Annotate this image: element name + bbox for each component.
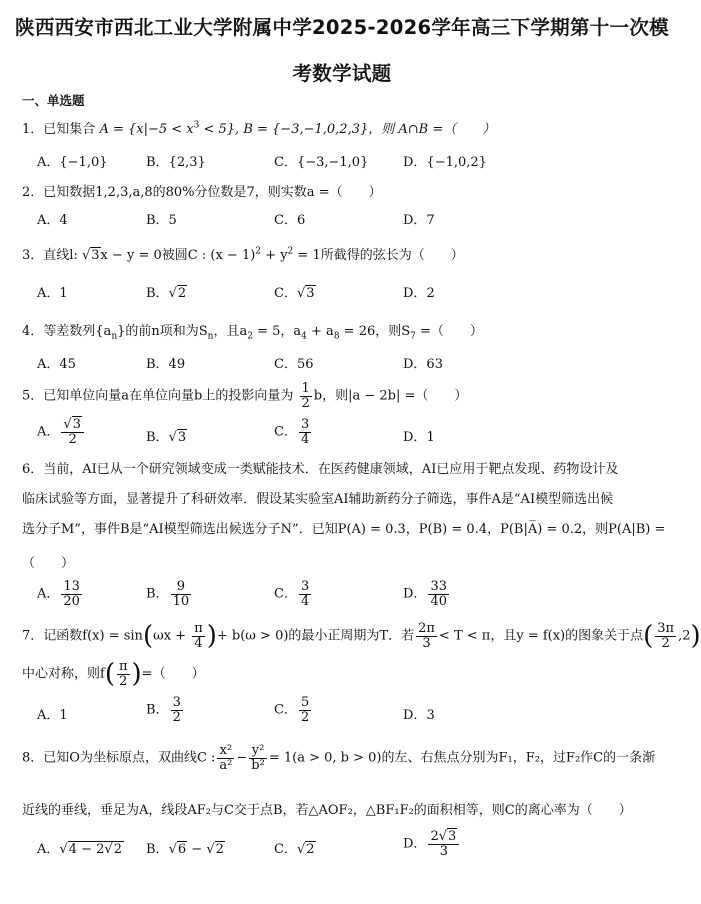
q6-option-d: D． $\frac{33}{40}$: [403, 579, 447, 609]
exam-title-line1: 陕西西安市西北工业大学附属中学2025-2026学年高三下学期第十一次模: [15, 16, 669, 39]
question-8-line1: 8．已知O为坐标原点，双曲线C : $\frac{\text{x²}}{\text{a²}}$ − $\frac{\text{y²}}{\text{b²}}$ = 1(a > 0, b > 0)的左、右焦点分别为F₁，F₂，过F₂作C的一条渐: [22, 743, 656, 773]
q5-option-c: C． $\frac{3}{4}$: [274, 417, 310, 447]
question-4: 4．等差数列$\{a_n\}$的前n项和为$S_n$，且$a_2 = 5$，$a_4 + a_8 = 26$，则$S_7$ =（ ）: [22, 324, 483, 342]
question-7-line1: 7．记函数f(x) = sin(ωx + $\frac{\pi}{4}$ )+ b(ω > 0)的最小正周期为T．若 $\frac{2\pi}{3}$ < T < π，且y = f(x)的图象关于点( $\frac{3\pi}{2}$ ,2): [22, 621, 701, 652]
q8-option-c: C．√2: [274, 842, 315, 857]
q3-option-a: A．1: [37, 286, 68, 301]
q3-option-c: C．√3: [274, 286, 315, 301]
question-6-line3: 选分子M”，事件B是“AI模型筛选出候选分子N”．已知P(A) = 0.3，P(B) = 0.4，P(B|A̅) = 0.2，则P(A|B) =: [22, 522, 666, 537]
q6-option-c: C． $\frac{3}{4}$: [274, 579, 310, 609]
question-1: 1．已知集合 $A = \{x|-5 < x^3 < 5\}$, B = {−3,−1,0,2,3}，则 A∩B =（ ）: [22, 120, 496, 137]
q4-option-b: B．49: [146, 357, 186, 372]
section-heading: 一、单选题: [22, 93, 85, 108]
q7-option-a: A．1: [37, 708, 68, 723]
q1-option-a: A．{−1,0}: [37, 155, 108, 170]
q8-option-a: A．√4 − 2√2: [37, 842, 122, 857]
q5-option-a: A． $\frac{√3}{2}$: [37, 418, 86, 446]
q3-option-b: B．√2: [146, 286, 187, 301]
q2-option-a: A．4: [37, 213, 68, 228]
question-6-line1: 6．当前，AI已从一个研究领域变成一类赋能技术．在医药健康领域，AI已应用于靶点发现、药物设计及: [22, 462, 619, 477]
q8-option-b: B．√6 − √2: [146, 842, 224, 857]
question-6-line2: 临床试验等方面，显著提升了科研效率．假设某实验室AI辅助新药分子筛选，事件A是“AI模型筛选出候: [22, 492, 614, 507]
q7-option-b: B． $\frac{3}{2}$: [146, 695, 181, 725]
q2-option-c: C．6: [274, 213, 306, 228]
question-7-line2: 中心对称，则f( $\frac{\pi}{2}$ )=（ ）: [22, 659, 205, 690]
q1-option-d: D．{−1,0,2}: [403, 155, 487, 170]
question-6-line4: （ ）: [22, 556, 75, 571]
q2-option-b: B．5: [146, 213, 177, 228]
q2-option-d: D．7: [403, 213, 435, 228]
q6-option-a: A． $\frac{13}{20}$: [37, 579, 80, 609]
q6-option-b: B． $\frac{9}{10}$: [146, 579, 190, 609]
q5-option-d: D．1: [403, 430, 435, 445]
exam-title-line2: 考数学试题: [292, 62, 392, 85]
q3-option-d: D．2: [403, 286, 435, 301]
q1-option-c: C．{−3,−1,0}: [274, 155, 369, 170]
q5-option-b: B．√3: [146, 430, 187, 445]
q4-option-a: A．45: [37, 357, 76, 372]
question-8-line2: 近线的垂线，垂足为A，线段AF₂与C交于点B，若△AOF₂，△BF₁F₂的面积相等，则C的离心率为（ ）: [22, 803, 632, 818]
q7-option-c: C． $\frac{5}{2}$: [274, 695, 310, 725]
question-2: 2．已知数据1,2,3,a,8的80%分位数是7，则实数a =（ ）: [22, 185, 382, 200]
q4-option-d: D．63: [403, 357, 443, 372]
q8-option-d: D． $\frac{2√3}{3}$: [403, 830, 461, 858]
q7-option-d: D．3: [403, 708, 435, 723]
q4-option-c: C．56: [274, 357, 314, 372]
question-5: 5．已知单位向量a在单位向量b上的投影向量为 $\frac{1}{2}$ b，则|a − 2b| =（ ）: [22, 381, 468, 411]
q1-option-b: B．{2,3}: [146, 155, 206, 170]
question-3: 3．直线l: √3x − y = 0被圆C : $(x - 1)^2 + y^2 = 1$所截得的弦长为（ ）: [22, 246, 464, 263]
